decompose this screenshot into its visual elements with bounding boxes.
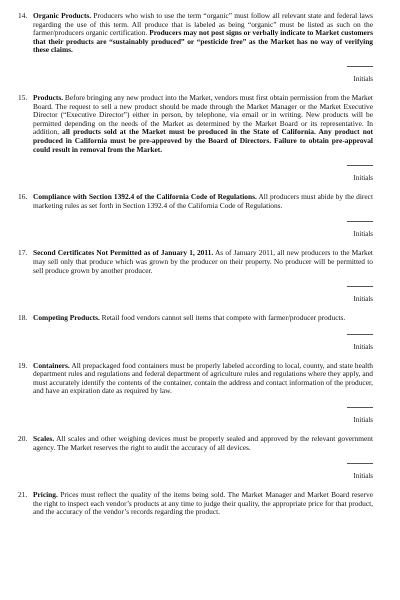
section-heading: Second Certificates Not Permitted as of January 1, 2011. (33, 248, 214, 258)
bold-text: Producers may not post signs or verbally indicate to Market customers that their products are “sustainably produced” or “pesticide free” as the Market has no way of verifying these claims. (33, 28, 373, 55)
section-text (33, 362, 373, 396)
section-number: 21. (18, 490, 28, 500)
section-19 (18, 362, 373, 396)
section-17 (18, 249, 373, 275)
body-text: All scales and other weighing devices must be properly sealed and approved by the relevant government agency. The Market reserves the right to audit the accuracy of all devices. (33, 434, 373, 452)
initials-label: Initials (347, 407, 373, 424)
initials-label: Initials (347, 286, 373, 303)
initials-field[interactable] (18, 217, 373, 238)
body-text: Producers who wish to use the term “organic” must follow all relevant state and federal laws regarding the use of this term. All produce that is labeled as being “organic” must be listed as such on the farmer/producers organic certification. (33, 11, 373, 38)
section-18 (18, 314, 373, 323)
section-text (33, 12, 373, 55)
section-heading: Pricing. (33, 490, 58, 500)
section-number: 14. (18, 11, 28, 20)
initials-label: Initials (347, 165, 373, 182)
section-text (33, 94, 373, 154)
section-21 (18, 491, 373, 517)
section-text (33, 314, 373, 323)
initials-label: Initials (347, 334, 373, 351)
section-heading: Containers. (33, 360, 70, 370)
initials-field[interactable] (18, 403, 373, 424)
section-text (33, 435, 373, 452)
section-heading: Competing Products. (33, 313, 100, 323)
section-number: 20. (18, 434, 28, 444)
initials-field[interactable] (18, 62, 373, 83)
section-14 (18, 12, 373, 55)
initials-field[interactable] (18, 330, 373, 351)
section-16 (18, 193, 373, 210)
body-text: All producers must abide by the direct marketing rules as set forth in Section 1392.4 of the California Code of Regulations. (33, 192, 374, 210)
section-15 (18, 94, 373, 154)
section-text (33, 249, 373, 275)
initials-label: Initials (347, 66, 373, 83)
section-number: 18. (18, 313, 28, 323)
section-heading: Organic Products. (33, 11, 92, 20)
section-heading: Scales. (33, 434, 55, 444)
initials-field[interactable] (18, 282, 373, 303)
initials-label: Initials (347, 463, 373, 480)
section-number: 16. (18, 192, 28, 202)
body-text: As of January 2011, all new producers to the Market may sell only that produce which was grown by the producer on their property. No producer will be permitted to sell produce grown by another producer. (33, 248, 373, 275)
section-text (33, 193, 373, 210)
section-text (33, 491, 373, 517)
section-20 (18, 435, 373, 452)
body-text: Retail food vendors cannot sell items that compete with farmer/producer products. (99, 313, 346, 323)
section-number: 17. (18, 248, 28, 258)
initials-field[interactable] (18, 459, 373, 480)
body-text: Before bringing any new product into the Market, vendors must first obtain permission from the Market Board. The request to sell a new product should be made through the Market Manager or the Market Executive Director (“Executive Director”) either in person, by telephone, via email or in writing. New products will be permitted depending on the needs of the Market as determined by the Market Board or its representative. In addition, (33, 92, 373, 137)
section-heading: Products. (33, 92, 64, 102)
body-text: Prices must reflect the quality of the items being sold. The Market Manager and Market Board reserve the right to inspect each vendor’s products at any time to judge their quality, the appropriate price for that product, and the accuracy of the vendor’s records regarding the product. (33, 490, 373, 517)
body-text: All prepackaged food containers must be properly labeled according to local, county, and state health department rules and regulations and federal department of agriculture rules and regulations where they apply, and must accurately identify the contents of the container, contain the address and contact information of the producer, and have an expiration date as required by law. (33, 360, 373, 396)
section-number: 15. (18, 92, 28, 102)
initials-field[interactable] (18, 161, 373, 182)
initials-label: Initials (347, 221, 373, 238)
section-number: 19. (18, 360, 28, 370)
bold-text: all products sold at the Market must be produced in the State of California. Any product not produced in California must be pre-approved by the Board of Directors. Failure to obtain pre-approval could result in removal from the Market. (33, 127, 374, 154)
section-heading: Compliance with Section 1392.4 of the California Code of Regulations. (33, 192, 257, 202)
